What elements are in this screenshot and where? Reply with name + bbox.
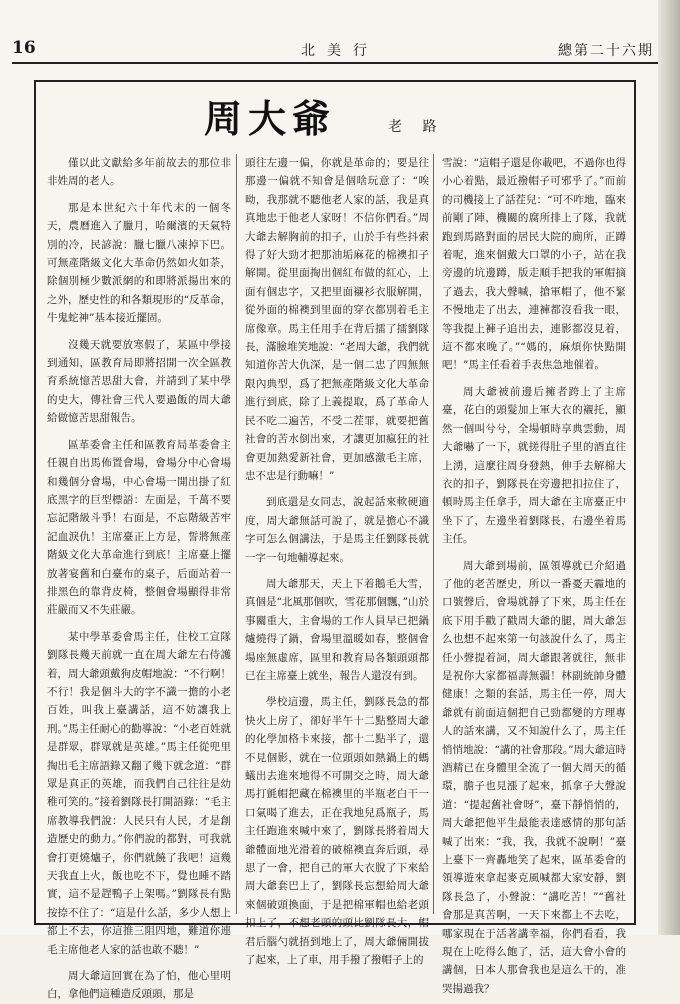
- column-divider: [236, 154, 237, 914]
- paragraph: 到底還是女同志，說起話來軟硬適度，周大爺無話可說了，就是擔心不識字可怎么個講法，于是馬主任劉隊長就一字一句地輔導起來。: [245, 496, 429, 564]
- paragraph: 學校這邊，馬主任，劉隊長急的都快火上房了，卻好半午十二點整周大爺的化學加格卡來接，都十二點半了，還不見個影，就在一位頭頭如熱鍋上的螞蟻出去進來地得不可開交之時，周大爺馬打氈帽把藏在棉襖里的半瓶老白干一口氣喝了進去，正在我地兒爲瓶子，馬主任跑進來喊中來了，劉隊長將着周大爺體面地光滑着的破棉襖直奔后頭，尋思了一會，把自己的軍大衣脫了下來給周大爺套巴上了，劉隊長忘想給周大爺來個破頭換面，于是把棉軍帽也給老頭扣上了，不想老頭的頭比劉隊長大，帽君后腦勺就捂到地上了，周大爺倆開拔了起來，上了車，用手撥了撥帽子上的: [245, 696, 429, 967]
- paragraph: 周大爺那天，天上下着鵝毛大雪，真個是“北風那個吹，雪花那個飄，”山於事關重大，主會場的工作人員早已把鍋爐燒得了鍋，會場里溫暖如春，整個會場座無虛席，區里和教育局各類頭頭都已在主席臺上就坐，報告人還沒有到。: [245, 577, 429, 682]
- paragraph: 區革委會主任和區教育局革委會主任親自出馬佈置會場，會場分中心會場和幾個分會場，中心會場一開出掛了紅底黑字的巨型標語：左面是，千萬不要忘記階級斗爭！右面是，不忘階級苦牢記血淚仇！主席臺正上方是，誓將無產階級文化大革命進行到底！主席臺上擺放著宴舊和白臺布的桌子，后面站着一排黑色的靠背皮椅，整個會場顯得非常莊嚴而又不失莊嚴。: [47, 438, 231, 617]
- paragraph: 那是本世紀六十年代末的一個冬天，農曆進入了臘月，哈爾濱的天氣特別的冷，民諺說：臘七臘八凍掉下巴。可無產階級文化大革命仍然如火如荼，除個別極少數派網的和即將派揚出來的之外，歷史性的和各類現形的“反革命，牛鬼蛇神”基本接近擺固。: [47, 201, 231, 325]
- paragraph: 僅以此文獻給多年前故去的那位非非姓周的老人。: [47, 157, 231, 188]
- article-title: 周大爺: [204, 96, 337, 141]
- issue-number: 總第二十六期: [558, 43, 654, 59]
- header-rule: [12, 62, 668, 64]
- paragraph: 沒幾天就要放寒假了，某區中學接到通知，區教育局即將招開一次全區教育系統憶苦思甜大會，并請到了某中學的史大，傳社會三代人要過飯的周大爺給做憶苦思甜報告。: [47, 338, 231, 425]
- paragraph: 周大爺這回實在為了怕，他心里明白，拿他們這種造反頭頭，那是: [47, 970, 231, 1001]
- paragraph: 周大爺到場前，區領導就已介紹過了他的老苦歷史，所以一番憂天霾地的口號聲后，會場就靜了下來，馬主任在底下用手戳了戳周大爺的腿，周大爺怎么也想不起來第一句該說什么了，馬主任小聲提着詞，周大爺跟著就往，無非是祝你大家都福壽無疆！林副統帥身體健康！之類的套話，馬主任一停，周大爺就有前面這個把自己勁都變的方理專人的話來講，又不知說什么了，馬主任悄悄地說：“講的社會那段。”周大爺這時酒精已在身體里全流了一個大周天的循環，膽子也見漲了起來，抓拿子大聲說道：“提起舊社會呀”，臺下靜悄悄的，周大爺把他平生最能表達感情的那句話喊了出來：“我，我，我就不說啊！”臺上臺下一齊轟地笑了起來，區革委會的領導遊來拿起麥克風喊都大家安靜，劉隊長急了，小聲說：“講吃苦！”“舊社會那是真苦啊，一天下來都上不去吃，哪家現在于活著講幸福，你們看看，我現在上吃得么飽了，活，這大會小會的講個，日本人那會我也是這么干的，准哭揚過我？: [442, 559, 626, 995]
- paragraph: 雪說：“這帽子還是你載吧，不過你也得小心着點，最近撥帽子可邪乎了。”而前的司機接上了話茬兒：“可不咋地，臨來前剛了陣，機關的腐所排上了隊，我就跑到馬路對面的居民大院的廁所，正蹲着呢，進來個戴大口罩的小子，站在我旁邊的坑邊蹲，版走順手把我的軍帽摘了過去，我大聲喊，搶軍帽了，他不緊不慢地走了出去，連褲都沒看我一眼，等我提上褲子追出去，連影都沒見着，這不都來晚了。”“媽的，麻煩你快點開吧！”馬主任看着手表焦急地催着。: [442, 157, 626, 372]
- paragraph: 頭往左邊一偏，你就是革命的；要是往那邊一偏就不知會是個啥玩意了：“唉呦，我那就不聽他老人家的話，我是真真地忠于他老人家呀！不信你們看。”周大爺去解胸前的扣子，山於手有些抖索得了好大勁才把那油垢麻花的棉襖扣子解開。從里面掏出個紅布做的紅心，上面有個忠字，又把里面襯衫衣服解開，從外面的棉襖到里面的穿衣都別着毛主席像章。馬主任用手在背后擂了擂劉隊長，滿臉堆笑地說：“老周大爺，我們就知道你苦大仇深，是一個二忠了四無無限內典型，爲了把無產階級文化大革命進行到底，除了上義提取，爲了革命人民不吃二遍苦，不受二茬罪，就要把舊社會的苦水倒出來，才讓更加瘋狂的社會更加熱愛新社會，更加感激毛主席，忠不忠是行動嘛！”: [245, 157, 429, 482]
- binding-shadow: [658, 0, 680, 935]
- column-divider: [433, 154, 434, 914]
- paragraph: 某中學革委會馬主任，住校工宣隊劉隊長幾天前就一直在周大爺左右侍護着，周大爺頭戴狗皮帽地說：“不行啊！不行！我是個斗大的字不識一擔的小老百姓，叫我上臺講話，這不妨讓我上刑。”馬主任耐心的勸導說：“小老百姓就是群眾，群眾就是英雄。”馬主任從兜里掏出毛主席語錄又翻了幾下就念道：“群眾是真正的英雄，而我們自己往往是幼稚可笑的。”接着劉隊長打開語錄：“毛主席教導我們說：人民只有人民，才是創造歷史的動力。”你們說的都對，可我就會打更燒爐子，你們就饒了我吧！這幾天我直上火，飯也吃不下，覺也睡不踏實，這不是趕鴨子上架嗎。”劉隊長有點按捺不住了：“這是什么話，多少人想上都上不去，你這推三阻四地，難道你連毛主席他老人家的話也敢不聽！”: [47, 630, 231, 956]
- journal-title: 北美行: [301, 43, 379, 59]
- article-frame: [34, 80, 636, 1001]
- text-column-3: [442, 154, 626, 995]
- page-number: 16: [12, 38, 36, 58]
- article-author: 老 路: [388, 119, 445, 135]
- paragraph: 周大爺被前邊后擁者跨上了主席臺，花白的頭髮加上軍大衣的襯托，顯然一個叫兮兮，全場頓時享典雲動，周大爺嚇了一下，就搓得肚子里的酒直往上湧，這麼往周身發熱，伸手去解棉大衣的扣子，劉隊長在旁邊把扣拉住了，頓時馬主任拿手，周大爺在主席臺正中坐下了，左邊坐着劉隊長，右邊坐着馬主任。: [442, 385, 626, 546]
- text-column-2: [245, 154, 429, 967]
- text-column-1: [47, 154, 231, 1001]
- running-header: [12, 36, 668, 62]
